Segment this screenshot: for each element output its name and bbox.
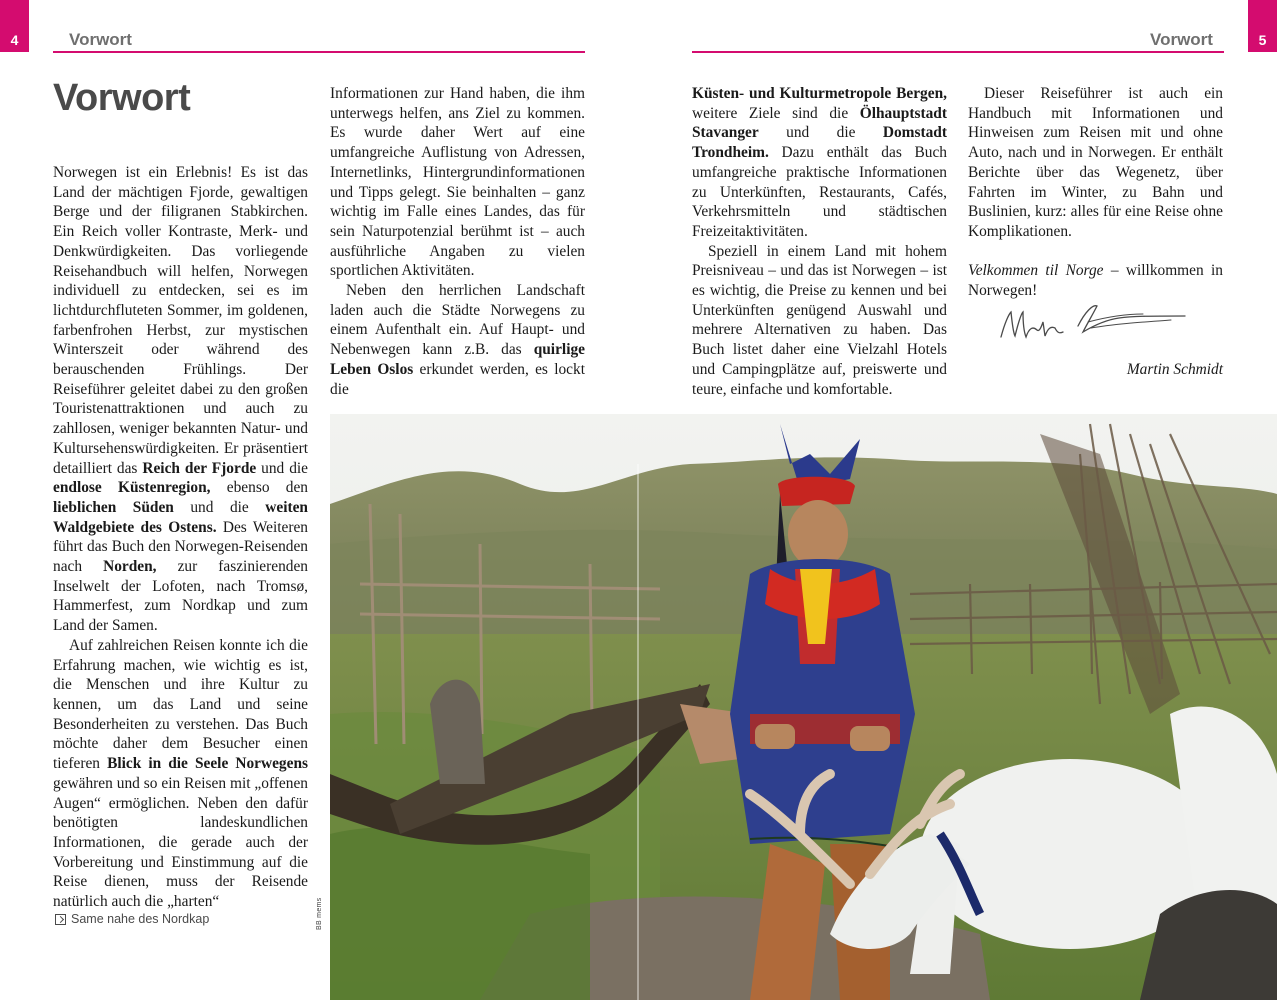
header-rule-right <box>692 51 1224 53</box>
running-title-left: Vorwort <box>69 30 132 49</box>
arrow-box-icon <box>55 914 66 925</box>
photo-credit: BB mems <box>316 897 323 930</box>
text-column-1 <box>53 163 308 912</box>
header-rule-left <box>53 51 585 53</box>
paragraph: Norwegen ist ein Erlebnis! Es ist das Land der mächtigen Fjorde, gewaltigen Berge und der filigranen Stabkirchen. Ein Reich voller Kontraste, Merk- und Denkwürdigkeiten. Das vorliegende Reisehandbuch will helfen, Norwegen individuell zu entdecken, sei es im lichtdurchfluteten Sommer, im goldenen, farbenfrohen Herbst, zur mystischen Winterszeit oder während des berauschenden Frühlings. Der Reiseführer geleitet dabei zu den großen Touristenattraktionen und auch zu zahllosen, weniger bekannten Natur- und Kultursehenswürdigkeiten. Er präsentiert detailliert das Reich der Fjorde und die endlose Küstenregion, ebenso den lieblichen Süden und die weiten Waldgebiete des Ostens. Des Weiteren führt das Buch den Norwegen-Reisenden nach Norden, zur faszinierenden Inselwelt der Lofoten, nach Tromsø, Hammerfest, zum Nordkap und zum Land der Samen. <box>53 164 309 635</box>
signature-image <box>993 292 1193 352</box>
running-title-right: Vorwort <box>1150 30 1213 49</box>
chapter-heading: Vorwort <box>53 77 191 119</box>
paragraph: Auf zahlreichen Reisen konnte ich die Erfahrung machen, wie wichtig es ist, die Menschen und ihre Kultur zu kennen, um das Land und seine Besonderheiten zu verstehen. Das Buch möchte daher dem Besucher einen tieferen Blick in die Seele Norwegens gewähren und so ein Reisen mit „offenen Augen“ ermöglichen. Neben den dafür benötigten landeskundlichen Informationen, die gerade auch der Vorbereitung und Einstimmung auf die Reise dienen, muss der Reisende natürlich auch die „harten“ <box>53 636 309 911</box>
paragraph: Neben den herrlichen Landschaft laden auch die Städte Norwegens zu einem Aufenthalt ein. Auf Haupt- und Nebenwegen kann z.B. das quirlige Leben Oslos erkundet werden, es lockt die <box>330 282 585 398</box>
author-name: Martin Schmidt <box>1126 361 1223 378</box>
caption-text: Same nahe des Nordkap <box>71 912 210 926</box>
paragraph: Dieser Reiseführer ist auch ein Handbuch mit Informationen und Hinweisen zum Reisen mit und ohne Auto, nach und in Norwegen. Er enthält Berichte über das Wegenetz, über Fahrten im Winter, zu Bahn und Buslinien, kurz: alles für eine Reise ohne Komplikationen. <box>968 85 1223 240</box>
paragraph: Velkommen til Norge – willkommen in Norwegen! <box>968 262 1223 300</box>
text-column-2 <box>330 84 585 399</box>
paragraph: Küsten- und Kulturmetropole Bergen, weitere Ziele sind die Ölhauptstadt Stavanger und die Domstadt Trondheim. Dazu enthält das Buch umfangreiche praktische Informationen zu Unterkünften, Restaurants, Cafés, Verkehrsmitteln und städtischen Freizeitaktivitäten. <box>692 85 947 240</box>
photo-sami-reindeer <box>330 414 1277 1000</box>
page-number-left: 4 <box>10 32 19 48</box>
text-column-3 <box>692 84 947 399</box>
page-number-right: 5 <box>1258 32 1267 48</box>
paragraph: Informationen zur Hand haben, die ihm unterwegs helfen, ans Ziel zu kommen. Es wurde daher Wert auf eine umfangreiche Auflistung von Adressen, Internetlinks, Hintergrundinformationen und Tipps gelegt. Sie beinhalten – ganz wichtig im Falle eines Landes, das für sein Naturpotenzial berühmt ist – auch ausführliche Angaben zu vielen sportlichen Aktivitäten. <box>330 85 585 280</box>
photo-caption <box>55 912 209 926</box>
paragraph: Speziell in einem Land mit hohem Preisniveau – und das ist Norwegen – ist es wichtig, die Preise zu kennen und bei Unterkünften genügend Auswahl und mehrere Alternativen zu haben. Das Buch listet daher eine Vielzahl Hotels und Campingplätze auf, preiswerte und teure, einfache und komfortable. <box>692 242 947 398</box>
text-column-4 <box>968 84 1223 301</box>
